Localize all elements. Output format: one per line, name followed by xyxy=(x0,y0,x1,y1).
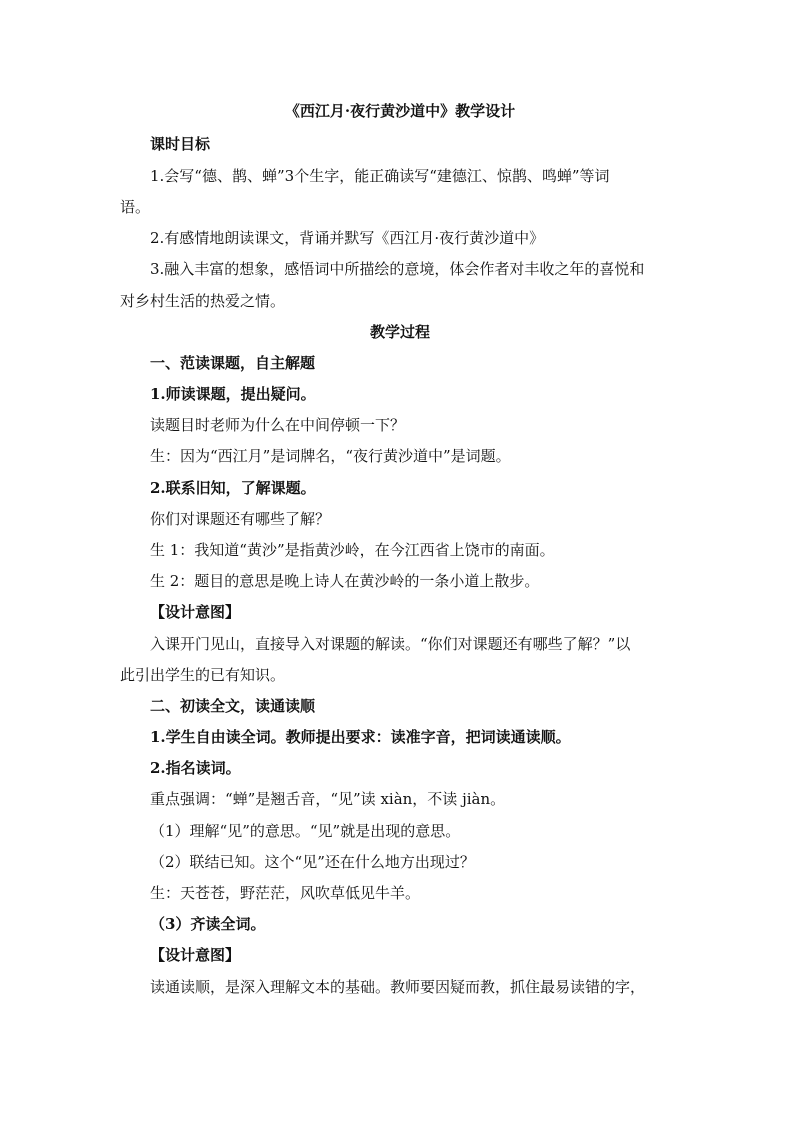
objective-line: 1.会写“德、鹊、蝉”3个生字，能正确读写“建德江、惊鹊、鸣蝉”等词 xyxy=(150,167,610,185)
intent-heading: 【设计意图】 xyxy=(150,603,241,621)
objective-line: 3.融入丰富的想象，感悟词中所描绘的意境，体会作者对丰收之年的喜悦和 xyxy=(150,260,645,278)
objective-line: 语。 xyxy=(120,198,151,216)
paragraph: 生：因为“西江月”是词牌名，“夜行黄沙道中”是词题。 xyxy=(150,447,511,465)
paragraph: （1）理解“见”的意思。“见”就是出现的意思。 xyxy=(150,822,461,840)
objective-line: 对乡村生活的热爱之情。 xyxy=(120,292,286,310)
section-heading: 一、范读课题，自主解题 xyxy=(150,354,316,372)
paragraph: 读通读顺，是深入理解文本的基础。教师要因疑而教，抓住最易读错的字， xyxy=(150,978,646,996)
paragraph: 此引出学生的已有知识。 xyxy=(120,666,286,684)
subsection-heading: 1.师读课题，提出疑问。 xyxy=(150,385,316,403)
objective-line: 2.有感情地朗读课文，背诵并默写《西江月·夜行黄沙道中》 xyxy=(150,229,545,247)
paragraph: 你们对课题还有哪些了解？ xyxy=(150,510,331,528)
section-heading: 二、初读全文，读通读顺 xyxy=(150,697,316,715)
process-heading: 教学过程 xyxy=(369,323,430,341)
subsection-heading: 2.联系旧知，了解课题。 xyxy=(150,479,316,497)
paragraph: 生 1：我知道“黄沙”是指黄沙岭，在今江西省上饶市的南面。 xyxy=(150,541,555,559)
paragraph: 重点强调：“蝉”是翘舌音，“见”读 xiàn，不读 jiàn。 xyxy=(150,790,506,808)
paragraph: 生：天苍苍，野茫茫，风吹草低见牛羊。 xyxy=(150,884,421,902)
paragraph: 入课开门见山，直接导入对课题的解读。“你们对课题还有哪些了解？”以 xyxy=(150,635,631,653)
subsection-heading: 1.学生自由读全词。教师提出要求：读准字音，把词读通读顺。 xyxy=(150,728,571,746)
page-title: 《西江月·夜行黄沙道中》教学设计 xyxy=(284,102,516,120)
objectives-heading: 课时目标 xyxy=(150,135,211,153)
paragraph: 生 2：题目的意思是晚上诗人在黄沙岭的一条小道上散步。 xyxy=(150,572,540,590)
paragraph: 读题目时老师为什么在中间停顿一下？ xyxy=(150,416,406,434)
paragraph: （2）联结已知。这个“见”还在什么地方出现过？ xyxy=(150,853,475,871)
subsection-heading: 2.指名读词。 xyxy=(150,759,241,777)
subsection-heading: （3）齐读全词。 xyxy=(150,915,266,933)
intent-heading: 【设计意图】 xyxy=(150,946,241,964)
